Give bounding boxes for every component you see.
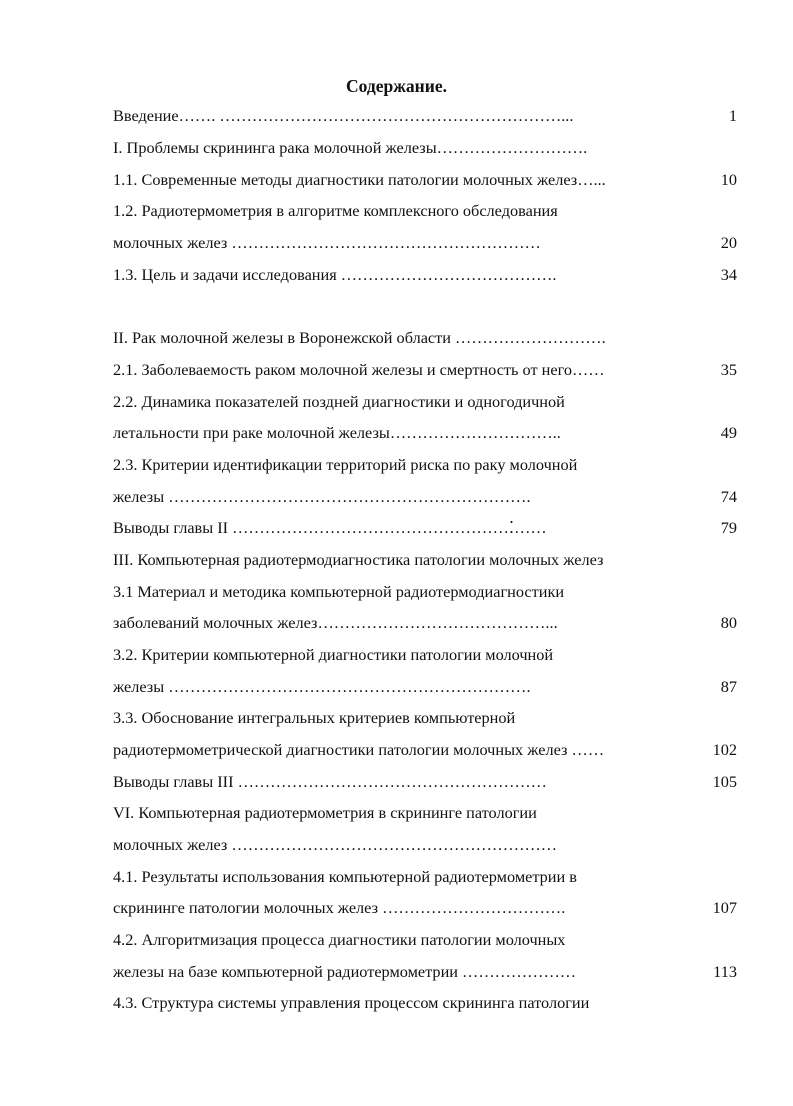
toc-entry-text: Выводы главы III ………………………………………………… — [113, 772, 547, 791]
toc-entry-page: 34 — [720, 265, 737, 284]
toc-entry-text: железы на базе компьютерной радиотермометрии ………………… — [113, 962, 577, 981]
toc-entry-page: 102 — [712, 740, 737, 759]
toc-entry-page: 79 — [720, 518, 737, 537]
toc-entry-text: радиотермометрической диагностики патологии молочных желез …… — [113, 740, 605, 759]
toc-entry-text: молочных желез …………………………………………………… — [113, 835, 558, 854]
toc-entry-text: 4.2. Алгоритмизация процесса диагностики патологии молочных — [113, 930, 566, 949]
toc-entry-page: 49 — [720, 423, 737, 442]
toc-entry-text: Введение……. ………………………………………………………... — [113, 106, 574, 125]
toc-entry-page: 74 — [720, 487, 737, 506]
toc-entry-page: 113 — [713, 962, 737, 981]
toc-entry-page: 105 — [712, 772, 737, 791]
toc-entry-page: 107 — [712, 898, 737, 917]
toc-entry-text: 3.2. Критерии компьютерной диагностики патологии молочной — [113, 645, 554, 664]
toc-entry-text: 3.1 Материал и методика компьютерной радиотермодиагностики — [113, 582, 565, 601]
toc-entry-text: заболеваний молочных желез……………………………………... — [113, 613, 558, 632]
toc-entry-text: железы …………………………………………………………. — [113, 487, 531, 506]
toc-entry-text: 4.1. Результаты использования компьютерной радиотермометрии в — [113, 867, 577, 886]
toc-entry-page: 87 — [720, 677, 737, 696]
toc-entry-page: 10 — [720, 170, 737, 189]
toc-entry-page: 20 — [720, 233, 737, 252]
toc-entry-text: 3.3. Обоснование интегральных критериев компьютерной — [113, 708, 516, 727]
toc-entry-text: Выводы главы II ……………………………………………⁚…… — [113, 518, 547, 537]
toc-entry-text: 4.3. Структура системы управления процессом скрининга патологии — [113, 993, 590, 1012]
toc-entry-page: 80 — [720, 613, 737, 632]
toc-entry-text: 1.3. Цель и задачи исследования …………………………………. — [113, 265, 557, 284]
toc-entry-text: 1.1. Современные методы диагностики патологии молочных желез…... — [113, 170, 606, 189]
toc-entry-text: молочных желез ………………………………………………… — [113, 233, 541, 252]
toc-entry-text: железы …………………………………………………………. — [113, 677, 531, 696]
toc-entry-text: 2.1. Заболеваемость раком молочной железы и смертность от него…… — [113, 360, 605, 379]
toc-entry-text: 2.3. Критерии идентификации территорий риска по раку молочной — [113, 455, 578, 474]
toc-entry-text: 1.2. Радиотермометрия в алгоритме комплексного обследования — [113, 201, 558, 220]
toc-entry-page: 1 — [728, 106, 737, 125]
toc-entry-text: летальности при раке молочной железы………………………….. — [113, 423, 561, 442]
toc-entry-text: VI. Компьютерная радиотермометрия в скрининге патологии — [113, 803, 537, 822]
toc-entry-text: 2.2. Динамика показателей поздней диагностики и одногодичной — [113, 392, 565, 411]
toc-entry-text: I. Проблемы скрининга рака молочной железы………………………. — [113, 138, 588, 157]
toc-entry-text: скрининге патологии молочных желез ……………………………. — [113, 898, 566, 917]
toc-entry-text: III. Компьютерная радиотермодиагностика патологии молочных желез — [113, 550, 604, 569]
toc-entry-text: II. Рак молочной железы в Воронежской области ………………………. — [113, 328, 606, 347]
toc-entry-page: 35 — [720, 360, 737, 379]
page-title: Содержание. — [346, 76, 447, 96]
